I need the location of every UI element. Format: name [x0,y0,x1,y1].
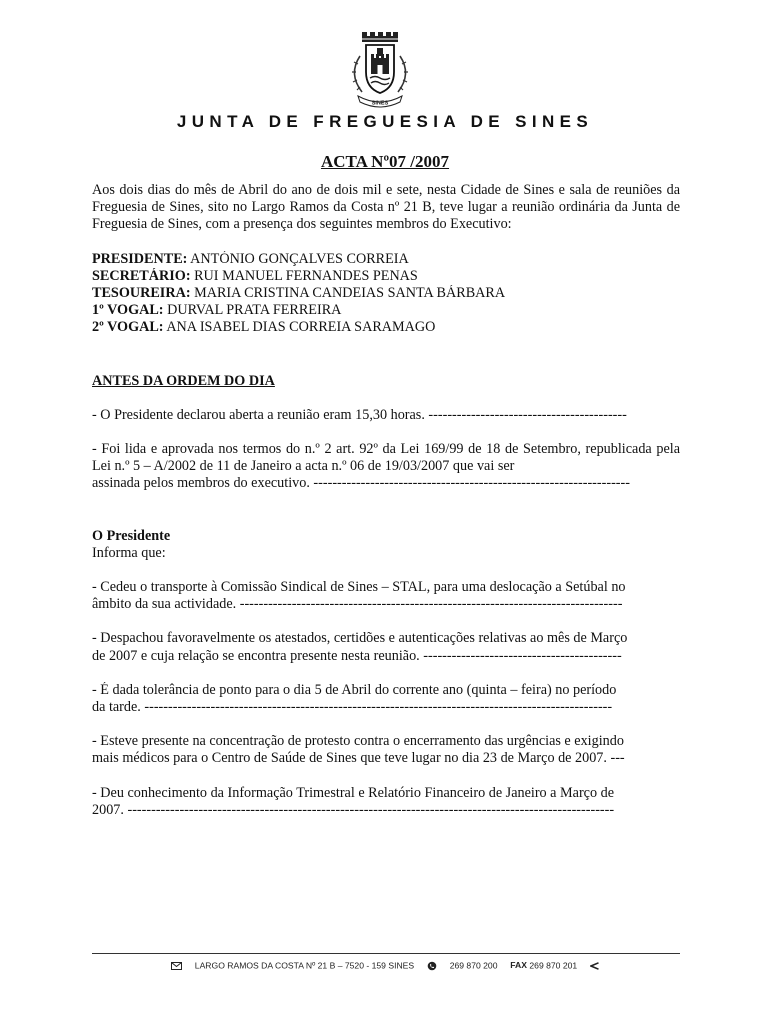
member-line [92,251,680,268]
member-name: ANTÓNIO GONÇALVES CORREIA [190,250,409,267]
footer [0,960,770,971]
section-heading-presidente: O Presidente [92,527,171,544]
member-name: RUI MANUEL FERNANDES PENAS [194,267,418,284]
informa-item [92,733,680,767]
paragraph-end: assinada pelos membros do executivo. ------------------------------------------------------------------- [92,475,630,492]
paragraph-end: âmbito da sua actividade. --------------------------------------------------------------------------------- [92,596,623,613]
intro-paragraph: Aos dois dias do mês de Abril do ano de dois mil e sete, nesta Cidade de Sines e sala de reuniões da Freguesia de Sines, sito no Largo Ramos da Costa nº 21 B, teve lugar a reunião ordinária da Junta de Freguesia de Sines, com a presença dos seguintes membros do Executivo: [92,182,680,233]
footer-address: LARGO RAMOS DA COSTA Nº 21 B – 7520 - 159 SINES [194,960,415,971]
member-role: TESOUREIRA: [92,285,191,302]
section-heading-antes: ANTES DA ORDEM DO DIA [92,372,275,389]
paragraph-body: - Cedeu o transporte à Comissão Sindical de Sines – STAL, para uma deslocação a Setúbal no [92,579,626,596]
members-list [92,251,680,337]
phone-icon [427,961,437,971]
paragraph-body: - É dada tolerância de ponto para o dia 5 de Abril do corrente ano (quinta – feira) no período [92,681,617,698]
paragraph-end: da tarde. --------------------------------------------------------------------------------------------------- [92,699,613,716]
paragraph-end: 2007. ------------------------------------------------------------------------------------------------------- [92,801,615,818]
antes-item-2 [92,441,680,493]
antes-item-1: - O Presidente declarou aberta a reunião eram 15,30 horas. ------------------------------------------ [92,406,627,423]
coat-of-arms [340,30,420,110]
member-name: ANA ISABEL DIAS CORREIA SARAMAGO [166,319,436,336]
coat-of-arms-icon [340,30,420,110]
member-role: SECRETÁRIO: [92,267,191,284]
informa-item [92,630,680,664]
member-line [92,285,680,302]
member-line [92,319,680,336]
paragraph-end: mais médicos para o Centro de Saúde de Sines que teve lugar no dia 23 de Março de 2007. --- [92,750,625,767]
member-name: MARIA CRISTINA CANDEIAS SANTA BÁRBARA [194,285,506,302]
footer-fax-label: FAX [510,960,527,970]
informa-item [92,682,680,716]
footer-divider [92,953,680,954]
informa-item [92,785,680,819]
organization-name: JUNTA DE FREGUESIA DE SINES [176,112,594,131]
document-title: ACTA Nº07 /2007 [320,152,450,171]
member-line [92,302,680,319]
paragraph-body: - Deu conhecimento da Informação Trimestral e Relatório Financeiro de Janeiro a Março de [92,784,614,801]
member-role: 2º VOGAL: [92,319,164,336]
paragraph-body: - Esteve presente na concentração de protesto contra o encerramento das urgências e exigindo [92,733,624,750]
document-body [92,182,680,819]
crest-banner-text: SINES [371,100,389,107]
member-line [92,268,680,285]
member-role: 1º VOGAL: [92,302,164,319]
member-name: DURVAL PRATA FERREIRA [167,302,342,319]
section-subheading: Informa que: [92,544,166,561]
footer-fax: 269 870 201 [529,960,578,971]
member-role: PRESIDENTE: [92,250,188,267]
paragraph-end: de 2007 e cuja relação se encontra presente nesta reunião. ------------------------------------------ [92,647,622,664]
fax-icon [590,962,599,970]
footer-phone: 269 870 200 [449,960,498,971]
paragraph-body: - Despachou favoravelmente os atestados, certidões e autenticações relativas ao mês de Março [92,630,628,647]
envelope-icon [171,962,182,970]
paragraph-body: - Foi lida e aprovada nos termos do n.º 2 art. 92º da Lei 169/99 de 18 de Setembro, republicada pela Lei n.º 5 – A/2002 de 11 de Janeiro a acta n.º 06 de 19/03/2007 que vai ser [92,441,680,475]
informa-item [92,579,680,613]
